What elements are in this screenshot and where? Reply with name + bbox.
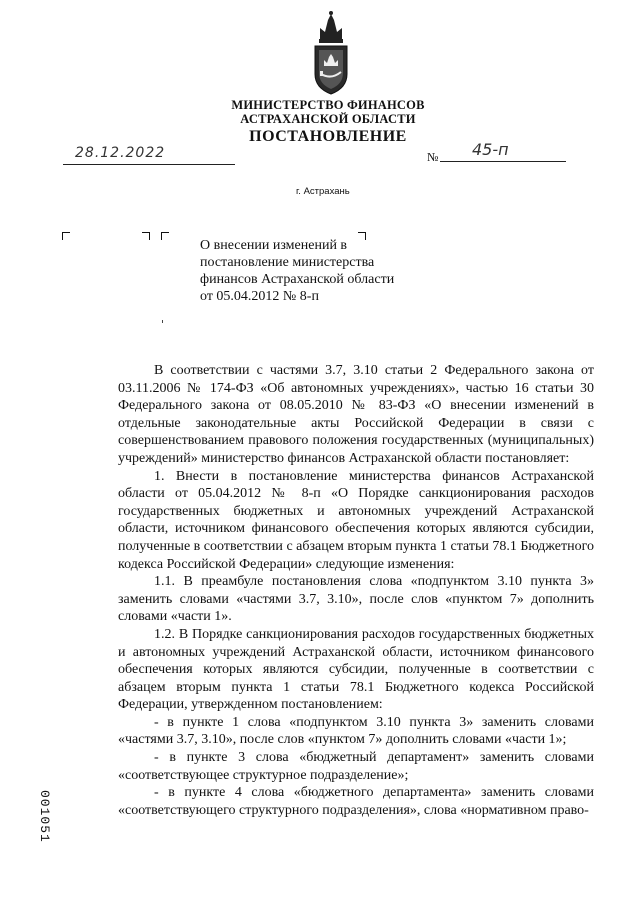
- number-underline: [440, 160, 566, 162]
- handwritten-date: 28.12.2022: [75, 145, 166, 161]
- subject-line: финансов Астраханской области: [200, 272, 395, 287]
- ministry-name-line2: АСТРАХАНСКОЙ ОБЛАСТИ: [240, 112, 416, 126]
- scan-speck: [162, 320, 163, 323]
- city-label: г. Астрахань: [296, 186, 350, 197]
- body-paragraph: 1.1. В преамбуле постановления слова «подпунктом 3.10 пункта 3» заменить словами «частями 3.7, 3.10», после слов «пунктом 7» дополнить словами «части 1».: [118, 574, 594, 625]
- subject-line: постановление министерства: [200, 255, 375, 270]
- date-underline: [63, 163, 235, 165]
- corner-mark: [161, 232, 169, 240]
- corner-mark: [62, 232, 70, 240]
- body-paragraph: - в пункте 4 слова «бюджетного департамента» заменить словами «соответствующего структурного подразделения», слова «нормативном право-: [118, 785, 594, 818]
- body-paragraph: В соответствии с частями 3.7, 3.10 статьи 2 Федерального закона от 03.11.2006 № 174-ФЗ «Об автономных учреждениях», частью 16 статьи 30 Федерального закона от 08.05.2010 № 83-ФЗ «О внесении изменений в отдельные законодательные акты Российской Федерации в связи с совершенствованием правового положения государственных (муниципальных) учреждений» министерство финансов Астраханской области постановляет:: [118, 363, 594, 466]
- body-paragraph: 1. Внести в постановление министерства финансов Астраханской области от 05.04.2012 № 8-п «О Порядке санкционирования расходов государственных бюджетных и автономных учреждений Астраханской области, источником финансового обеспечения которых являются субсидии, полученные в соответствии с абзацем вторым пункта 1 статьи 78.1 Бюджетного кодекса Российской Федерации» следующие изменения:: [118, 468, 594, 572]
- ministry-name-line1: МИНИСТЕРСТВО ФИНАНСОВ: [231, 98, 425, 112]
- handwritten-number: 45-п: [472, 140, 509, 159]
- document-type-title: ПОСТАНОВЛЕНИЕ: [249, 128, 407, 145]
- side-stamp-number: 001051: [37, 790, 52, 843]
- corner-mark: [142, 232, 150, 240]
- document-body: [118, 362, 594, 819]
- subject-line: О внесении изменений в: [200, 238, 348, 253]
- number-sign: №: [427, 150, 439, 164]
- body-paragraph: 1.2. В Порядке санкционирования расходов государственных бюджетных и автономных учреждений Астраханской области, источником финансового обеспечения которых являются субсидии, полученные в соответствии с абзацем вторым пункта 1 статьи 78.1 Бюджетного кодекса Российской Федерации, утвержденном постановлением:: [118, 626, 594, 713]
- subject-line: от 05.04.2012 № 8-п: [200, 289, 319, 304]
- body-paragraph: - в пункте 1 слова «подпунктом 3.10 пункта 3» заменить словами «частями 3.7, 3.10», после слов «пунктом 7» дополнить словами «части 1»;: [118, 714, 594, 748]
- document-subject: [200, 237, 394, 305]
- coat-of-arms-emblem: [306, 10, 356, 96]
- body-paragraph: - в пункте 3 слова «бюджетный департамент» заменить словами «соответствующее структурное подразделение»;: [118, 750, 594, 783]
